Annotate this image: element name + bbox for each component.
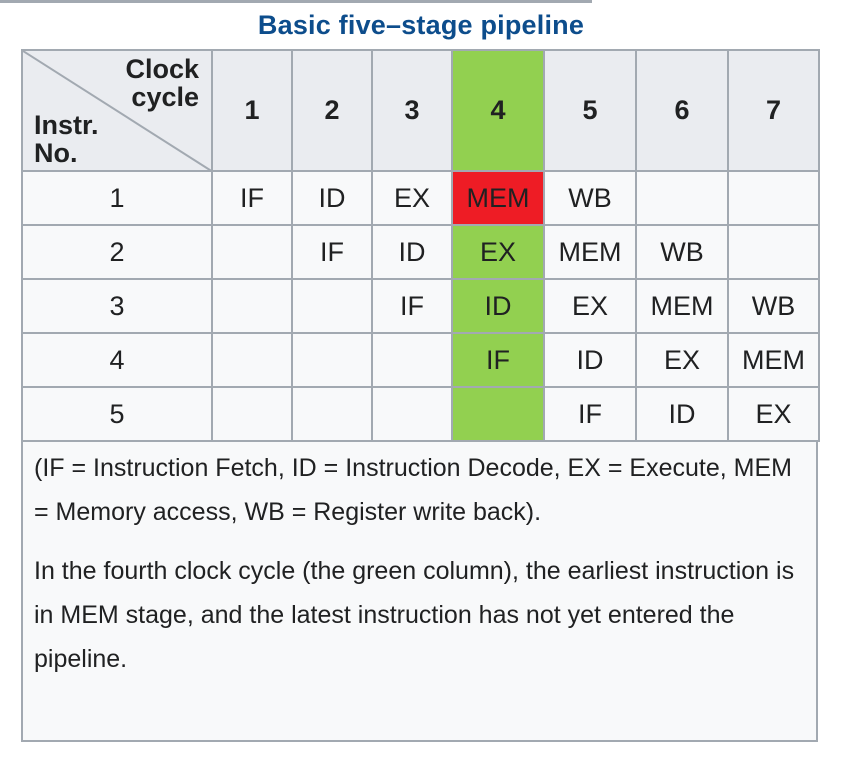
- stage-cell: EX: [544, 279, 636, 333]
- cycle-header-3: 3: [372, 50, 452, 171]
- clock-label-line1: Clock: [125, 54, 199, 84]
- stage-cell: IF: [372, 279, 452, 333]
- cycle-header-5: 5: [544, 50, 636, 171]
- stage-cell: [636, 171, 728, 225]
- instr-number: 2: [22, 225, 212, 279]
- cycle-header-7: 7: [728, 50, 819, 171]
- table-row: [22, 279, 819, 333]
- instr-number: 5: [22, 387, 212, 441]
- stage-cell: [292, 387, 372, 441]
- stage-cell: ID: [372, 225, 452, 279]
- stage-cell: [212, 387, 292, 441]
- cycle-header-2: 2: [292, 50, 372, 171]
- stage-cell: [452, 387, 544, 441]
- stage-cell: [212, 279, 292, 333]
- stage-cell: WB: [728, 279, 819, 333]
- stage-cell: IF: [212, 171, 292, 225]
- header-row: [22, 50, 819, 171]
- stage-cell: IF: [544, 387, 636, 441]
- table-notes: [34, 446, 804, 696]
- clock-label-line2: cycle: [131, 82, 199, 112]
- table-row: [22, 225, 819, 279]
- stage-cell: WB: [636, 225, 728, 279]
- cycle-header-1: 1: [212, 50, 292, 171]
- instr-no-label: [34, 111, 99, 167]
- stage-cell: EX: [372, 171, 452, 225]
- stage-cell: [292, 279, 372, 333]
- stage-cell: ID: [452, 279, 544, 333]
- cycle-header-4: 4: [452, 50, 544, 171]
- table-caption: Basic five–stage pipeline: [257, 10, 585, 40]
- stage-cell: IF: [452, 333, 544, 387]
- legend-text: (IF = Instruction Fetch, ID = Instruction Decode, EX = Execute, MEM = Memory access, WB = Register write back).: [34, 454, 792, 526]
- stage-cell: ID: [544, 333, 636, 387]
- stage-cell: EX: [636, 333, 728, 387]
- instr-number: 3: [22, 279, 212, 333]
- stage-cell: [212, 333, 292, 387]
- stage-cell: EX: [452, 225, 544, 279]
- instr-number: 4: [22, 333, 212, 387]
- stage-cell: [212, 225, 292, 279]
- stage-cell: WB: [544, 171, 636, 225]
- table-row: [22, 171, 819, 225]
- stage-cell-active: MEM: [452, 171, 544, 225]
- stage-cell: [372, 387, 452, 441]
- stage-cell: EX: [728, 387, 819, 441]
- stage-cell: MEM: [636, 279, 728, 333]
- stage-cell: [728, 171, 819, 225]
- clock-cycle-label: [125, 55, 199, 111]
- stage-cell: ID: [636, 387, 728, 441]
- top-border-line: [0, 0, 592, 3]
- corner-header: [22, 50, 212, 171]
- stage-cell: [728, 225, 819, 279]
- explanation-text: In the fourth clock cycle (the green column), the earliest instruction is in MEM stage, and the latest instruction has not yet entered the pipeline.: [34, 557, 795, 673]
- stage-cell: ID: [292, 171, 372, 225]
- stage-cell: [292, 333, 372, 387]
- stage-cell: IF: [292, 225, 372, 279]
- instr-label-line1: Instr.: [34, 110, 99, 140]
- stage-cell: MEM: [728, 333, 819, 387]
- stage-cell: MEM: [544, 225, 636, 279]
- instr-label-line2: No.: [34, 138, 78, 168]
- instr-number: 1: [22, 171, 212, 225]
- pipeline-table: [21, 49, 820, 442]
- stage-cell: [372, 333, 452, 387]
- cycle-header-6: 6: [636, 50, 728, 171]
- table-row: [22, 333, 819, 387]
- table-row: [22, 387, 819, 441]
